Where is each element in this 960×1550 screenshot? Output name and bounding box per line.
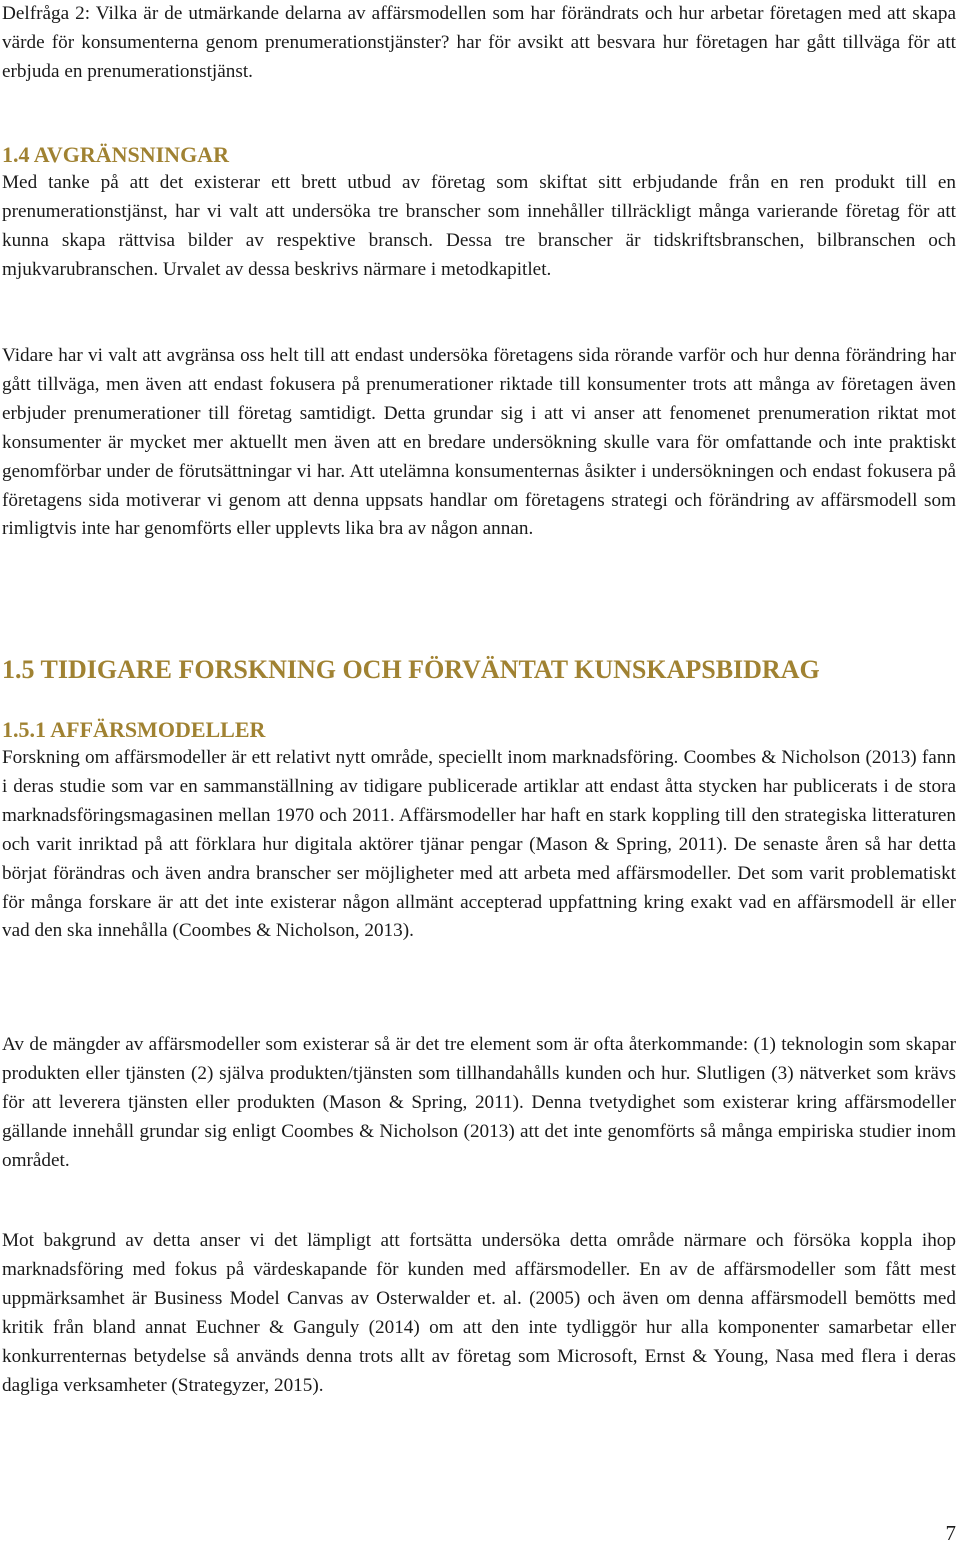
section-avgransningar — [2, 141, 956, 285]
intro-paragraph: Delfråga 2: Vilka är de utmärkande delarna av affärsmodellen som har förändrats och hur arbetar företagen med att skapa värde för konsumenterna genom prenumerationstjänster? har för avsikt att besvara hur företagen har gått tillväga för att erbjuda en prenumerationstjänst. — [2, 3, 956, 82]
body-paragraph: Forskning om affärsmodeller är ett relativt nytt område, speciellt inom marknadsföring. Coombes & Nicholson (2013) fann i deras studie som var en sammanställning av tidigare publicerade artiklar att endast åtta stycken har publicerats i de stora marknadsföringsmagasinen mellan 1970 och 2011. Affärsmodeller har haft en stark koppling till den strategiska litteraturen och varit inriktad på att förklara hur digitala aktörer tjänar pengar (Mason & Spring, 2011). De senaste åren så har detta börjat förändras och även andra branscher ser möjligheter med att arbeta med affärsmodeller. Det som varit problematiskt för många forskare är att det inte existerar någon allmänt accepterad uppfattning kring exakt vad en affärsmodell är eller vad den ska innehålla (Coombes & Nicholson, 2013). — [2, 747, 956, 942]
body-paragraph: Mot bakgrund av detta anser vi det lämpligt att fortsätta undersöka detta område närmare och försöka koppla ihop marknadsföring med fokus på värdeskapande för kunden med affärsmodeller. En av de affärsmodeller som fått mest uppmärksamhet är Business Model Canvas av Osterwalder et. al. (2005) och även om denna affärsmodell bemötts med kritik från bland annat Euchner & Ganguly (2014) om att den inte tydliggör hur alla komponenter samarbetar eller konkurrenternas betydelse så används denna trots allt av företag som Microsoft, Ernst & Young, Nasa med flera i deras dagliga verksamheter (Strategyzer, 2015). — [2, 1230, 956, 1396]
subsection-heading: 1.5.1 AFFÄRSMODELLER — [2, 717, 266, 742]
body-paragraph: Med tanke på att det existerar ett brett utbud av företag som skiftat sitt erbjudande från en ren produkt till en prenumerationstjänst, har vi valt att undersöka tre branscher som innehåller tillräckligt många varierande företag för att kunna skapa rättvisa bilder av respektive bransch. Dessa tre branscher är tidskriftsbranschen, bilbranschen och mjukvarubranschen. Urvalet av dessa beskrivs närmare i metodkapitlet. — [2, 172, 956, 280]
section-affarsmodeller — [2, 716, 956, 946]
page-number: 7 — [945, 1521, 956, 1545]
section-heading: 1.4 AVGRÄNSNINGAR — [2, 142, 229, 167]
body-paragraph: Vidare har vi valt att avgränsa oss helt till att endast undersöka företagens sida rörande varför och hur denna förändring har gått tillväga, men även att endast fokusera på prenumerationer riktade till konsumenter trots att många av företagen även erbjuder prenumerationer till företag samtidigt. Detta grundar sig i att vi anser att fenomenet prenumeration riktat mot konsumenter är mycket mer aktuellt men även att en bredare undersökning skulle vara för omfattande och inte praktiskt genomförbar under de förutsättningar vi har. Att utelämna konsumenternas åsikter i undersökningen och endast fokusera på företagens sida motiverar vi genom att denna uppsats handlar om företagens strategi och förändring av affärsmodell som rimligtvis inte har genomförts eller upplevts lika bra av någon annan. — [2, 345, 956, 540]
body-paragraph: Av de mängder av affärsmodeller som existerar så är det tre element som är ofta återkommande: (1) teknologin som skapar produkten eller tjänsten (2) själva produkten/tjänsten som tillhandahålls kunden och hur. Slutligen (3) nätverket som krävs för att leverera tjänsten eller produkten (Mason & Spring, 2011). Denna tvetydighet som existerar kring affärsmodeller gällande innehåll grundar sig enligt Coombes & Nicholson (2013) att det inte genomförts så många empiriska studier inom området. — [2, 1034, 956, 1171]
chapter-heading: 1.5 TIDIGARE FORSKNING OCH FÖRVÄNTAT KUNSKAPSBIDRAG — [2, 655, 820, 684]
